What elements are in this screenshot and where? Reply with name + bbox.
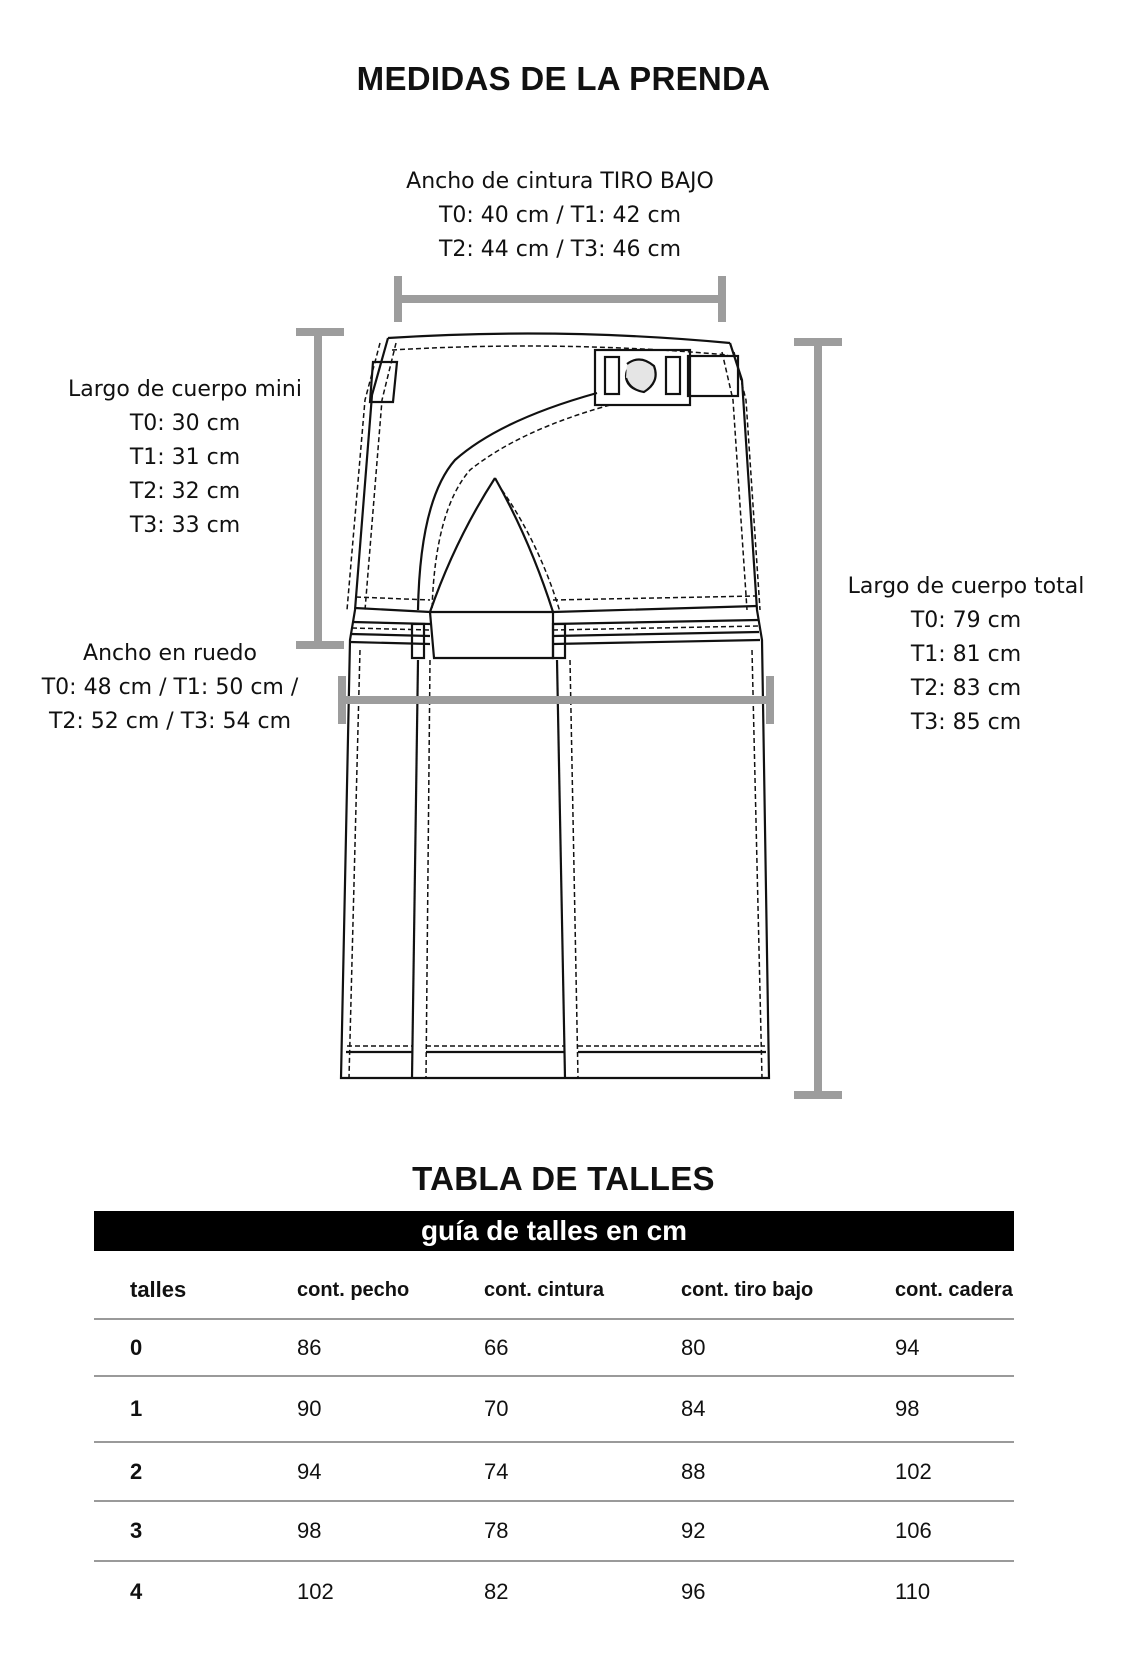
- cell-pecho: 102: [297, 1578, 334, 1604]
- cell-cadera: 102: [894, 1442, 1014, 1501]
- table-title: TABLA DE TALLES: [412, 1160, 715, 1197]
- mini-length-t1: T1: 31 cm: [129, 445, 241, 470]
- total-length-t3: T3: 85 cm: [910, 710, 1022, 735]
- cell-tiro-bajo: 92: [680, 1501, 894, 1561]
- total-length-title: Largo de cuerpo total: [847, 574, 1085, 599]
- waist-line1: T0: 40 cm / T1: 42 cm: [438, 203, 682, 228]
- waist-title: Ancho de cintura TIRO BAJO: [406, 169, 714, 194]
- cell-pecho: 98: [296, 1501, 483, 1561]
- total-length-t2: T2: 83 cm: [910, 676, 1022, 701]
- waist-label: [330, 165, 790, 267]
- header-tiro-bajo: cont. tiro bajo: [680, 1262, 894, 1319]
- cell-tiro-bajo: 88: [680, 1442, 894, 1501]
- table-row: [94, 1376, 1014, 1442]
- mini-length-t2: T2: 32 cm: [129, 479, 241, 504]
- cell-cintura: 78: [483, 1501, 680, 1561]
- waist-line2: T2: 44 cm / T3: 46 cm: [438, 237, 682, 262]
- cell-cadera: 94: [894, 1319, 1014, 1376]
- measures-title: MEDIDAS DE LA PRENDA: [356, 60, 771, 97]
- table-row: [94, 1319, 1014, 1376]
- header-cadera: cont. cadera: [894, 1262, 1014, 1319]
- cell-pecho: 90: [296, 1376, 483, 1442]
- hem-width-line1: T0: 48 cm / T1: 50 cm /: [41, 675, 299, 700]
- hem-width-label: [30, 637, 310, 739]
- table-row: [94, 1442, 1014, 1501]
- cell-cadera: 106: [894, 1501, 1014, 1561]
- skirt-outline: [341, 334, 769, 1078]
- mini-length-title: Largo de cuerpo mini: [68, 377, 302, 402]
- cell-size: 2: [94, 1442, 296, 1501]
- cell-size: 0: [94, 1319, 296, 1376]
- size-table: [94, 1262, 1014, 1621]
- header-talles: talles: [94, 1262, 296, 1319]
- cell-tiro-bajo: 84: [680, 1376, 894, 1442]
- cell-cadera: 98: [894, 1376, 1014, 1442]
- table-header-row: [94, 1262, 1014, 1319]
- cell-size: 1: [94, 1376, 296, 1442]
- cell-cintura: 82: [484, 1578, 509, 1604]
- cell-tiro-bajo: 96: [681, 1578, 706, 1604]
- header-pecho: cont. pecho: [296, 1262, 483, 1319]
- header-cintura: cont. cintura: [483, 1262, 680, 1319]
- cell-cintura: 74: [483, 1442, 680, 1501]
- belt-buckle: [595, 350, 738, 405]
- mini-length-t0: T0: 30 cm: [129, 411, 241, 436]
- hem-width-title: Ancho en ruedo: [83, 641, 257, 666]
- total-length-label: [836, 570, 1096, 740]
- cell-cintura: 70: [483, 1376, 680, 1442]
- table-banner: guía de talles en cm: [94, 1211, 1014, 1251]
- table-row: [94, 1561, 1014, 1621]
- mini-length-label: [50, 373, 320, 543]
- table-row: [94, 1501, 1014, 1561]
- cell-pecho: 86: [296, 1319, 483, 1376]
- mini-length-t3: T3: 33 cm: [129, 513, 241, 538]
- hem-width-line2: T2: 52 cm / T3: 54 cm: [48, 709, 292, 734]
- cell-size: 4: [130, 1578, 143, 1604]
- cell-cintura: 66: [483, 1319, 680, 1376]
- cell-pecho: 94: [296, 1442, 483, 1501]
- cell-tiro-bajo: 80: [680, 1319, 894, 1376]
- cell-cadera: 110: [895, 1578, 931, 1604]
- total-length-t1: T1: 81 cm: [910, 642, 1022, 667]
- total-length-t0: T0: 79 cm: [910, 608, 1022, 633]
- cell-size: 3: [94, 1501, 296, 1561]
